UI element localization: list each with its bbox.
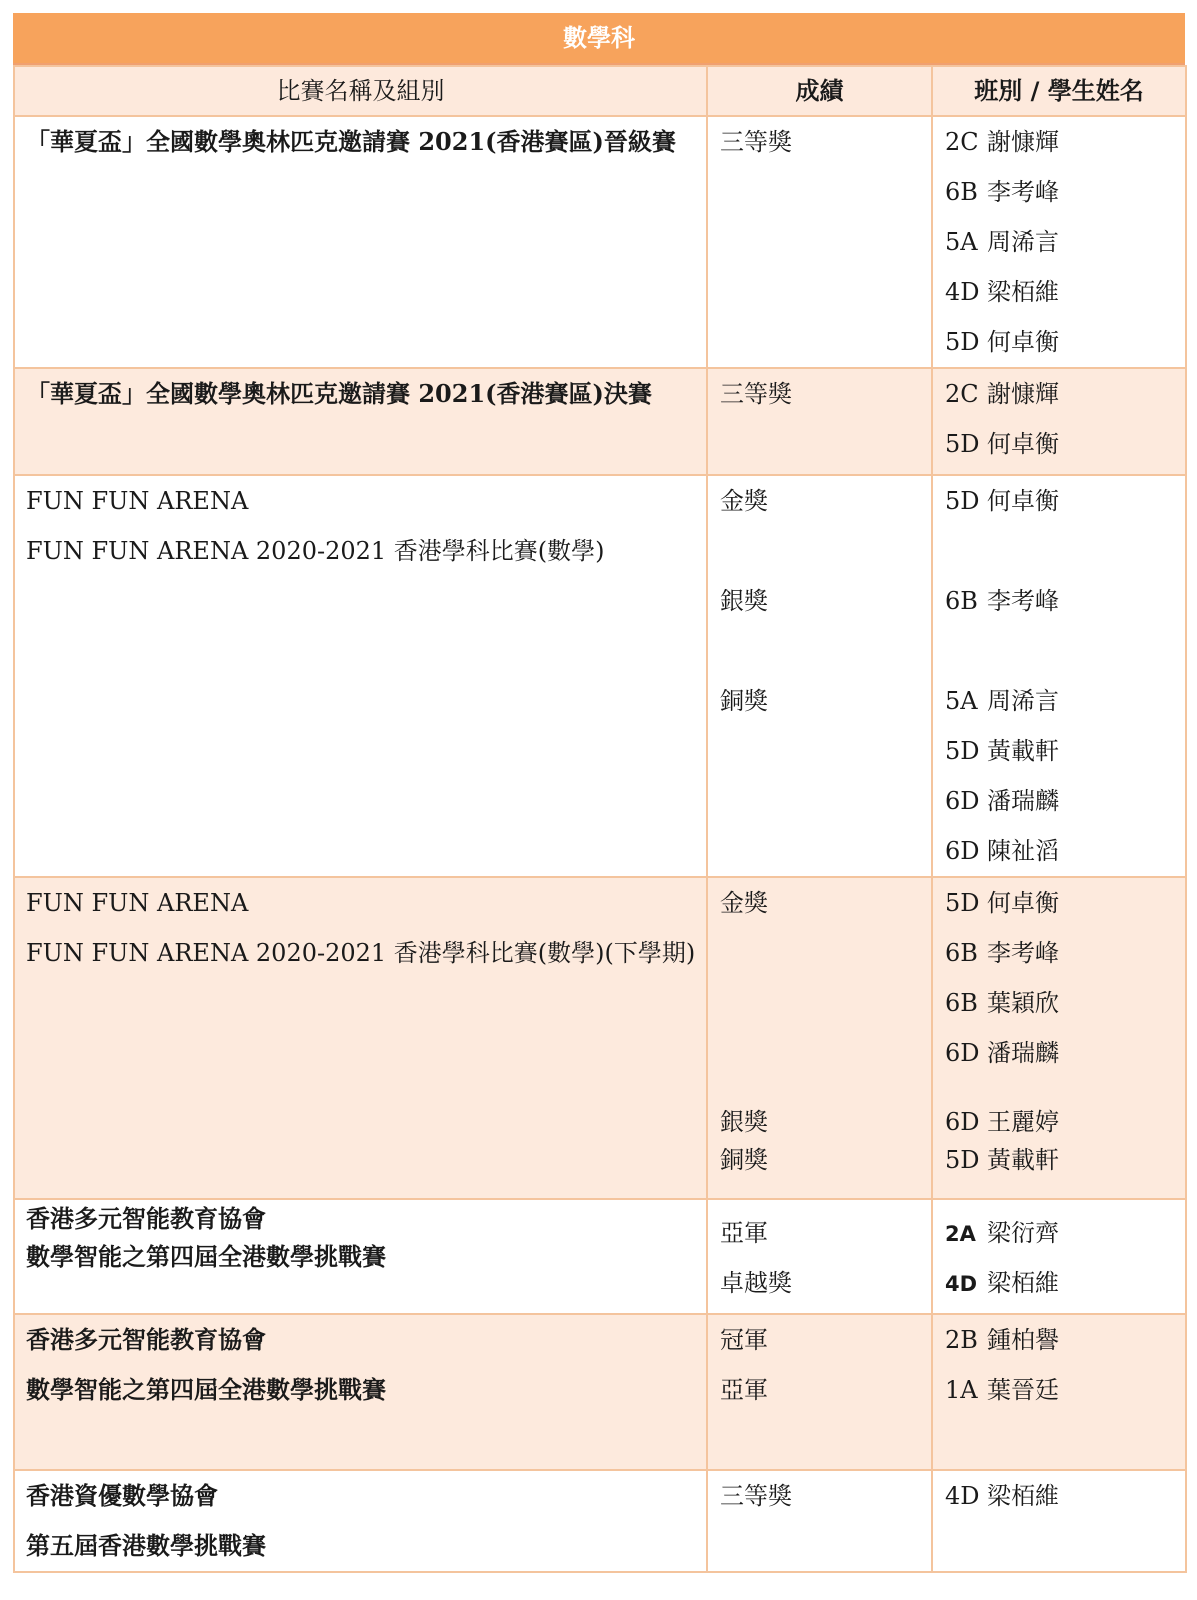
student-name: 梁栢維 — [987, 1482, 1059, 1510]
class-code: 6D — [945, 1039, 980, 1067]
student-entry — [933, 1258, 1185, 1308]
class-code: 5A — [945, 687, 978, 715]
result-cell — [707, 1314, 932, 1470]
competition-cell — [14, 116, 707, 368]
student-name: 王麗婷 — [987, 1108, 1059, 1136]
student-name: 何卓衡 — [987, 889, 1059, 917]
student-entry — [933, 978, 1185, 1028]
competition-name: FUN FUN ARENA 2020-2021 香港學科比賽(數學)(下學期) — [26, 939, 696, 967]
student-name: 鍾柏譽 — [987, 1326, 1059, 1354]
student-cell — [932, 877, 1186, 1199]
award-label: 卓越獎 — [720, 1269, 792, 1297]
competition-name: 第五屆香港數學挑戰賽 — [26, 1531, 266, 1560]
table-row — [14, 368, 1186, 475]
class-code: 1A — [945, 1376, 978, 1404]
subject-title: 數學科 — [13, 13, 1185, 65]
student-name: 潘瑞麟 — [987, 1039, 1059, 1067]
header-competition: 比賽名稱及組別 — [14, 66, 707, 116]
class-code: 6D — [945, 837, 980, 865]
student-entry — [933, 676, 1185, 726]
class-code: 6B — [945, 939, 978, 967]
header-result: 成績 — [707, 66, 932, 116]
award-label: 冠軍 — [720, 1326, 768, 1354]
class-code: 6B — [945, 587, 978, 615]
student-name: 謝慷輝 — [987, 128, 1059, 156]
competition-name: 數學智能之第四屆全港數學挑戰賽 — [26, 1242, 386, 1271]
competition-name: FUN FUN ARENA 2020-2021 香港學科比賽(數學) — [26, 537, 605, 565]
student-entry — [933, 419, 1185, 469]
student-entry — [933, 1141, 1185, 1179]
student-name: 李考峰 — [987, 587, 1059, 615]
student-entry — [933, 1103, 1185, 1141]
student-entry — [933, 878, 1185, 928]
student-name: 何卓衡 — [987, 328, 1059, 356]
student-entry — [933, 726, 1185, 776]
award-label: 亞軍 — [720, 1376, 768, 1404]
student-entry — [933, 1028, 1185, 1078]
class-code: 2B — [945, 1326, 978, 1354]
student-name: 葉晉廷 — [987, 1376, 1059, 1404]
award-label: 亞軍 — [720, 1219, 768, 1247]
student-name: 李考峰 — [987, 178, 1059, 206]
class-code: 2C — [945, 128, 979, 156]
class-code: 4D — [945, 1482, 980, 1510]
student-entry — [933, 576, 1185, 626]
organizer-name: FUN FUN ARENA — [26, 889, 249, 917]
award-label: 三等獎 — [720, 128, 792, 156]
student-entry — [933, 217, 1185, 267]
result-cell — [707, 877, 932, 1199]
student-entry — [933, 317, 1185, 367]
award-label: 銅獎 — [720, 1146, 768, 1174]
student-name: 周浠言 — [987, 687, 1059, 715]
class-code: 6D — [945, 787, 980, 815]
table-row — [14, 1314, 1186, 1470]
class-code: 2C — [945, 380, 979, 408]
student-entry — [933, 117, 1185, 167]
result-cell — [707, 475, 932, 877]
competition-cell — [14, 368, 707, 475]
class-code: 5D — [945, 430, 980, 458]
class-code: 4D — [945, 278, 980, 306]
organizer-name: 香港多元智能教育協會 — [26, 1204, 266, 1233]
student-name: 李考峰 — [987, 939, 1059, 967]
student-name: 潘瑞麟 — [987, 787, 1059, 815]
class-code: 6D — [945, 1108, 980, 1136]
competition-cell — [14, 475, 707, 877]
student-name: 梁栢維 — [987, 278, 1059, 306]
class-code: 6B — [945, 989, 978, 1017]
awards-table — [13, 65, 1187, 1573]
header-student: 班別 / 學生姓名 — [932, 66, 1186, 116]
competition-name: 數學智能之第四屆全港數學挑戰賽 — [26, 1375, 386, 1404]
award-label: 三等獎 — [720, 380, 792, 408]
student-cell — [932, 1470, 1186, 1572]
award-label: 銅獎 — [720, 687, 768, 715]
table-row — [14, 1470, 1186, 1572]
student-name: 周浠言 — [987, 228, 1059, 256]
competition-cell — [14, 1314, 707, 1470]
student-name: 梁栢維 — [987, 1269, 1059, 1297]
student-name: 葉穎欣 — [987, 989, 1059, 1017]
award-label: 銀獎 — [720, 1108, 768, 1136]
student-entry — [933, 267, 1185, 317]
table-row — [14, 116, 1186, 368]
competition-cell — [14, 1470, 707, 1572]
student-cell — [932, 1199, 1186, 1314]
class-code: 5D — [945, 487, 980, 515]
student-name: 何卓衡 — [987, 430, 1059, 458]
competition-name: 「華夏盃」全國數學奧林匹克邀請賽 2021(香港賽區)晉級賽 — [26, 127, 676, 156]
organizer-name: 香港資優數學協會 — [26, 1481, 218, 1510]
award-label: 銀獎 — [720, 587, 768, 615]
table-row — [14, 1199, 1186, 1314]
class-code: 4D — [945, 1272, 978, 1296]
organizer-name: 香港多元智能教育協會 — [26, 1325, 266, 1354]
result-cell — [707, 1199, 932, 1314]
student-entry — [933, 826, 1185, 876]
organizer-name: FUN FUN ARENA — [26, 487, 249, 515]
class-code: 5D — [945, 328, 980, 356]
class-code: 2A — [945, 1222, 976, 1246]
student-name: 黃載軒 — [987, 1146, 1059, 1174]
competition-name: 「華夏盃」全國數學奧林匹克邀請賽 2021(香港賽區)決賽 — [26, 379, 652, 408]
student-name: 黃載軒 — [987, 737, 1059, 765]
table-row — [14, 877, 1186, 1199]
student-cell — [932, 475, 1186, 877]
class-code: 5D — [945, 737, 980, 765]
awards-sheet — [13, 13, 1185, 1573]
competition-cell — [14, 1199, 707, 1314]
student-cell — [932, 1314, 1186, 1470]
student-entry — [933, 776, 1185, 826]
student-entry — [933, 1365, 1185, 1415]
award-label: 三等獎 — [720, 1482, 792, 1510]
class-code: 6B — [945, 178, 978, 206]
result-cell — [707, 368, 932, 475]
competition-cell — [14, 877, 707, 1199]
header-row — [14, 66, 1186, 116]
student-entry — [933, 167, 1185, 217]
student-cell — [932, 116, 1186, 368]
student-name: 梁衍齊 — [987, 1219, 1059, 1247]
student-entry — [933, 1471, 1185, 1521]
class-code: 5D — [945, 1146, 980, 1174]
student-name: 謝慷輝 — [987, 380, 1059, 408]
result-cell — [707, 1470, 932, 1572]
student-entry — [933, 476, 1185, 526]
award-label: 金獎 — [720, 487, 768, 515]
table-row — [14, 475, 1186, 877]
student-name: 陳祉滔 — [987, 837, 1059, 865]
class-code: 5A — [945, 228, 978, 256]
student-entry — [933, 1208, 1185, 1258]
student-entry — [933, 1315, 1185, 1365]
award-label: 金獎 — [720, 889, 768, 917]
student-entry — [933, 369, 1185, 419]
student-cell — [932, 368, 1186, 475]
result-cell — [707, 116, 932, 368]
class-code: 5D — [945, 889, 980, 917]
student-entry — [933, 928, 1185, 978]
student-name: 何卓衡 — [987, 487, 1059, 515]
